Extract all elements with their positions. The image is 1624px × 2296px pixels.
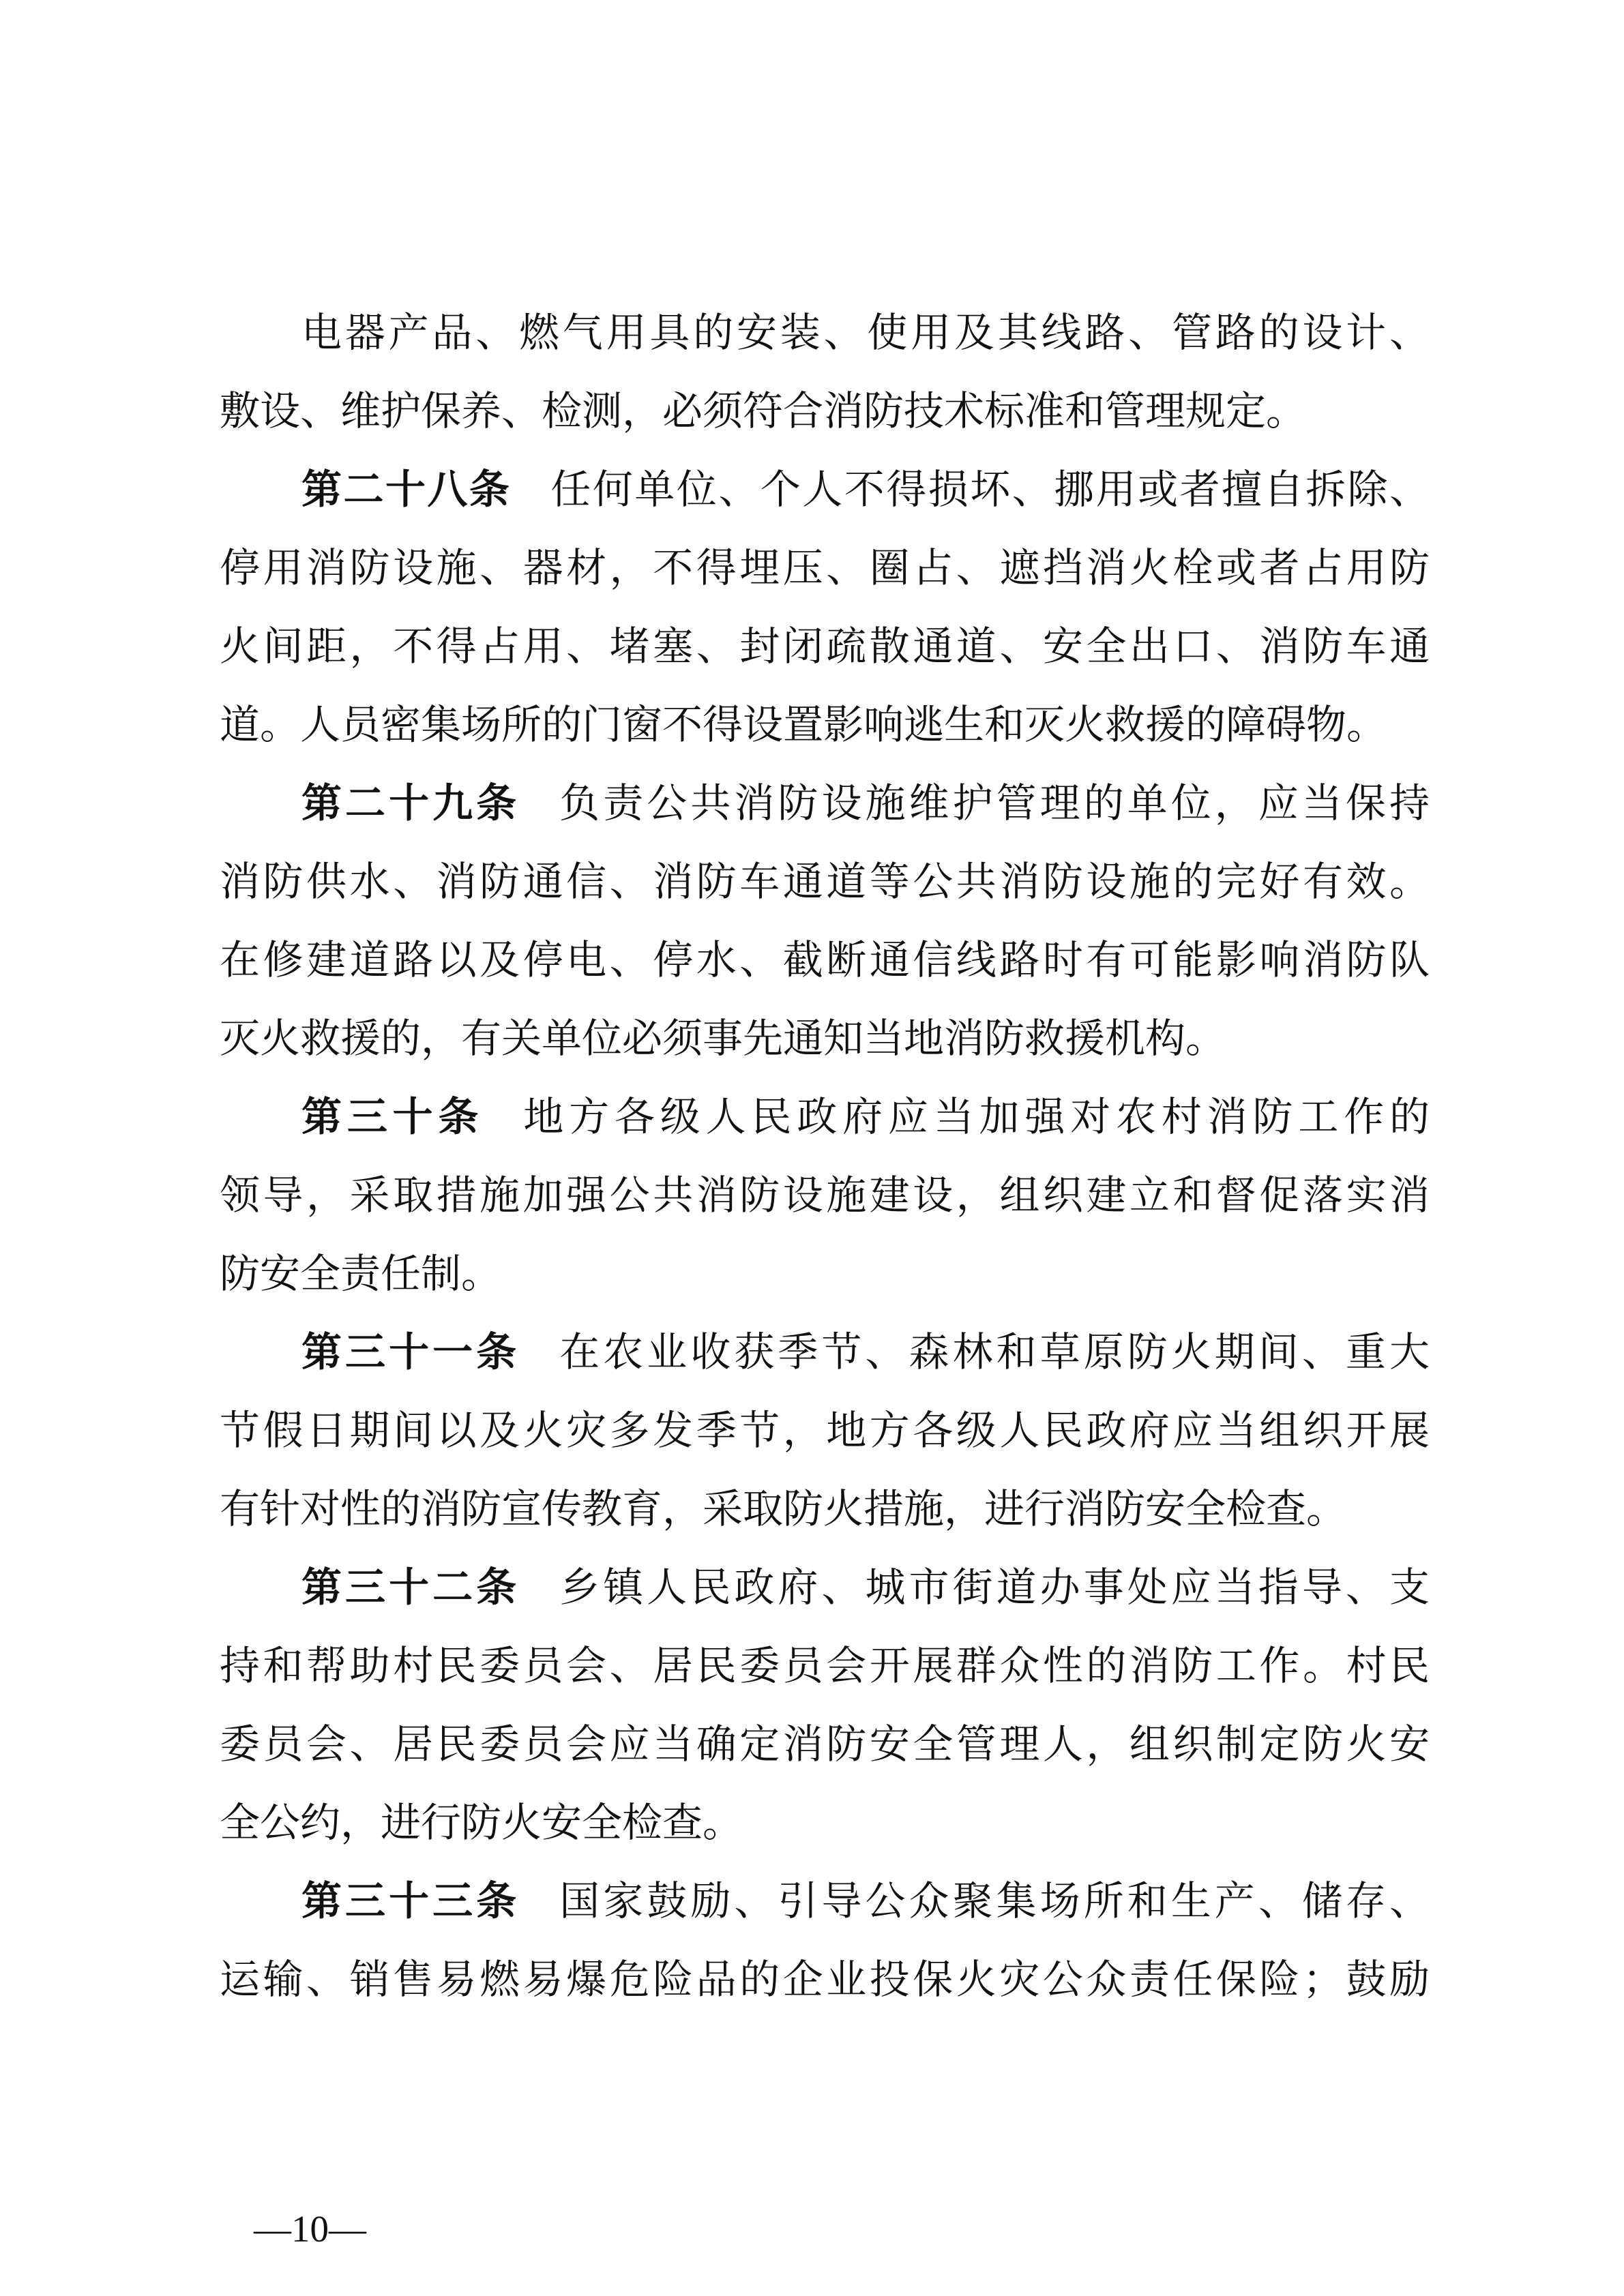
text-line <box>220 1783 1430 1862</box>
line-text: 停用消防设施、器材，不得埋压、圈占、遮挡消火栓或者占用防 <box>220 544 1430 591</box>
text-line <box>220 842 1430 921</box>
line-text: 节假日期间以及火灾多发季节，地方各级人民政府应当组织开展 <box>220 1407 1430 1454</box>
article-heading: 第三十一条 <box>301 1328 520 1375</box>
text-line <box>220 1862 1430 1940</box>
line-text: 灭火救援的，有关单位必须事先通知当地消防救援机构。 <box>220 1015 1226 1062</box>
text-line <box>220 528 1430 607</box>
text-line <box>220 1705 1430 1783</box>
article-heading: 第三十条 <box>301 1093 484 1140</box>
line-text: 乡镇人民政府、城市街道办事处应当指导、支 <box>559 1564 1430 1611</box>
line-text: 有针对性的消防宣传教育，采取防火措施，进行消防安全检查。 <box>220 1485 1347 1532</box>
text-line <box>220 1626 1430 1705</box>
line-text: 持和帮助村民委员会、居民委员会开展群众性的消防工作。村民 <box>220 1642 1430 1689</box>
line-text: 领导，采取措施加强公共消防设施建设，组织建立和督促落实消 <box>220 1172 1430 1219</box>
article-heading: 第三十三条 <box>301 1877 520 1924</box>
text-line <box>220 999 1430 1077</box>
text-line <box>220 1234 1430 1313</box>
line-text: 任何单位、个人不得损坏、挪用或者擅自拆除、 <box>550 466 1430 513</box>
text-line <box>220 1156 1430 1234</box>
text-line <box>220 1391 1430 1470</box>
line-text: 道。人员密集场所的门窗不得设置影响逃生和灭火救援的障碍物。 <box>220 701 1387 748</box>
line-text: 运输、销售易燃易爆危险品的企业投保火灾公众责任保险；鼓励 <box>220 1956 1430 2003</box>
text-line <box>220 1548 1430 1626</box>
line-text: 国家鼓励、引导公众聚集场所和生产、储存、 <box>559 1877 1430 1924</box>
body-text <box>220 293 1430 2018</box>
line-text: 防安全责任制。 <box>220 1250 502 1297</box>
text-line <box>220 1313 1430 1391</box>
text-line <box>220 372 1430 450</box>
line-text: 地方各级人民政府应当加强对农村消防工作的 <box>523 1093 1430 1140</box>
line-text: 敷设、维护保养、检测，必须符合消防技术标准和管理规定。 <box>220 387 1307 434</box>
text-line <box>220 764 1430 842</box>
text-line <box>220 450 1430 528</box>
line-text: 在农业收获季节、森林和草原防火期间、重大 <box>559 1328 1430 1375</box>
text-line <box>220 685 1430 764</box>
article-heading: 第二十九条 <box>301 779 520 826</box>
text-line <box>220 1940 1430 2018</box>
text-line <box>220 921 1430 999</box>
page-number: —10— <box>254 2208 366 2250</box>
line-text: 委员会、居民委员会应当确定消防安全管理人，组织制定防火安 <box>220 1720 1430 1768</box>
article-heading: 第三十二条 <box>301 1564 520 1611</box>
line-text: 火间距，不得占用、堵塞、封闭疏散通道、安全出口、消防车通 <box>220 623 1430 670</box>
text-line <box>220 607 1430 685</box>
line-text: 消防供水、消防通信、消防车通道等公共消防设施的完好有效。 <box>220 858 1430 905</box>
text-line <box>220 1470 1430 1548</box>
line-text: 电器产品、燃气用具的安装、使用及其线路、管路的设计、 <box>301 309 1430 356</box>
text-line <box>220 293 1430 372</box>
article-heading: 第二十八条 <box>301 466 512 513</box>
line-text: 全公约，进行防火安全检查。 <box>220 1799 743 1846</box>
text-line <box>220 1077 1430 1156</box>
line-text: 在修建道路以及停电、停水、截断通信线路时有可能影响消防队 <box>220 936 1430 983</box>
line-text: 负责公共消防设施维护管理的单位，应当保持 <box>559 779 1430 826</box>
